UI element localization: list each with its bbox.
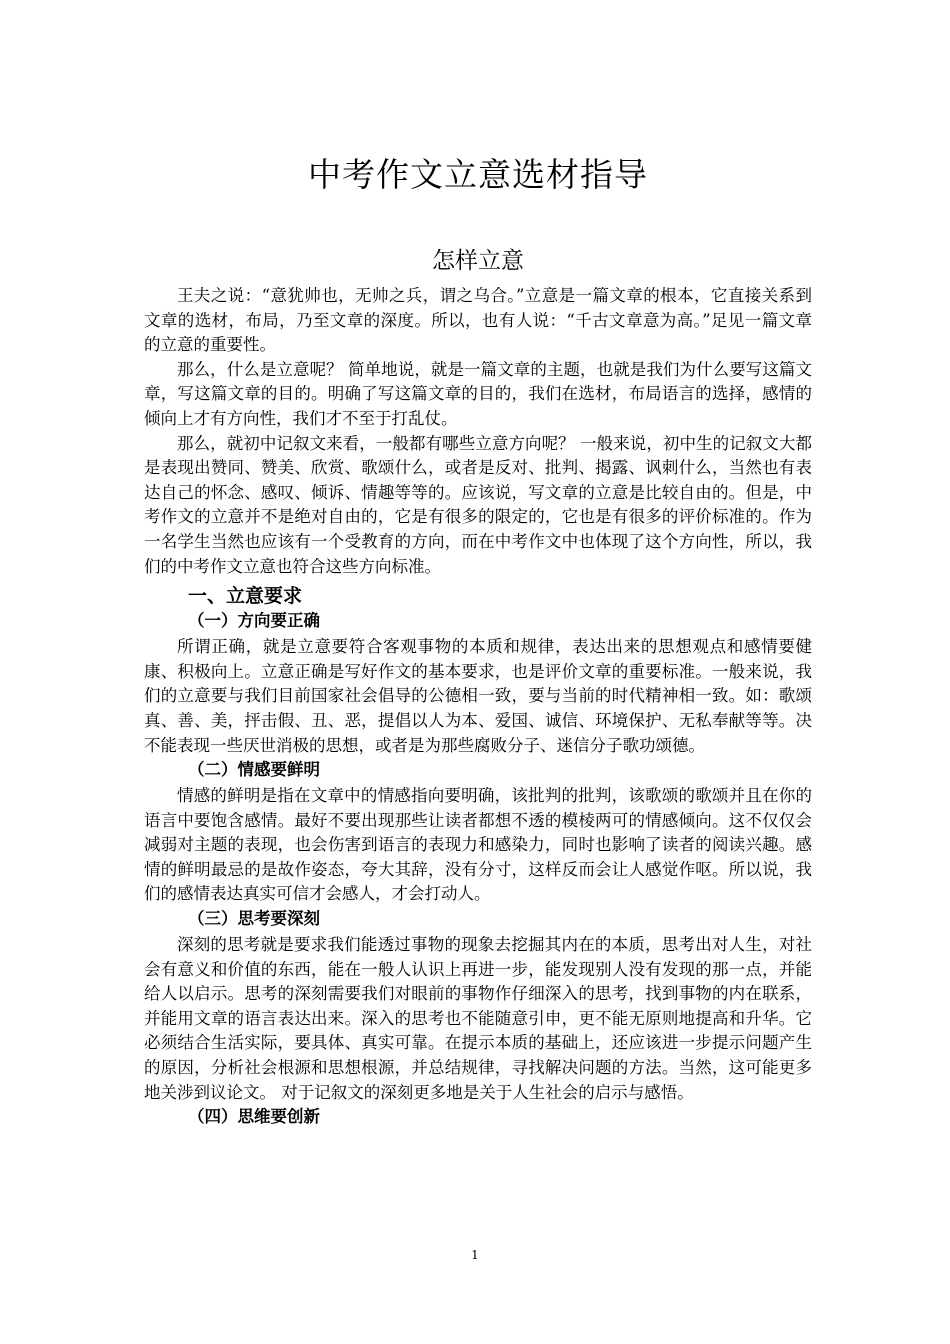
document-title: 中考作文立意选材指导 <box>308 155 648 194</box>
intro-paragraph: 那么，就初中记叙文来看，一般都有哪些立意方向呢？ 一般来说，初中生的记叙文大都是表现出赞同、赞美、欣赏、歌颂什么，或者是反对、批判、揭露、讽刺什么，当然也有表达自己的怀念、感叹、倾诉、情趣等等的。应该说，写文章的立意是比较自由的。但是，中考作文的立意并不是绝对自由的，它是有很多的限定的，它也是有很多的评价标准的。作为一名学生当然也应该有一个受教育的方向，而在中考作文中也体现了这个方向性，所以，我们的中考作文立意也符合这些方向标准。 <box>144 433 812 576</box>
body-paragraph: 情感的鲜明是指在文章中的情感指向要明确，该批判的批判，该歌颂的歌颂并且在你的语言中要饱含感情。最好不要出现那些让读者都想不透的模棱两可的情感倾向。这不仅仅会减弱对主题的表现，也会伤害到语言的表现力和感染力，同时也影响了读者的阅读兴趣。感情的鲜明最忌的是故作姿态，夸大其辞，没有分寸，这样反而会让人感觉作呕。所以说，我们的感情表达真实可信才会感人，才会打动人。 <box>144 786 812 904</box>
page-number: 1 <box>471 1248 479 1262</box>
body-paragraph: 所谓正确，就是立意要符合客观事物的本质和规律，表达出来的思想观点和感情要健康、积极向上。立意正确是写好作文的基本要求，也是评价文章的重要标准。一般来说，我们的立意要与我们目前国家社会倡导的公德相一致，要与当前的时代精神相一致。如：歌颂真、善、美，抨击假、丑、恶，提倡以人为本、爱国、诚信、环境保护、无私奉献等等。决不能表现一些厌世消极的思想，或者是为那些腐败分子、迷信分子歌功颂德。 <box>144 637 812 755</box>
body-paragraph: 深刻的思考就是要求我们能透过事物的现象去挖掘其内在的本质，思考出对人生，对社会有意义和价值的东西，能在一般人认识上再进一步，能发现别人没有发现的那一点，并能给人以启示。思考的深刻需要我们对眼前的事物作仔细深入的思考，找到事物的内在联系，并能用文章的语言表达出来。深入的思考也不能随意引申，更不能无原则地提高和升华。它必须结合生活实际，要具体、真实可靠。在提示本质的基础上，还应该进一步提示问题产生的原因，分析社会根源和思想根源，并总结规律，寻找解决问题的方法。当然，这可能更多地关涉到议论文。 对于记叙文的深刻更多地是关于人生社会的启示与感悟。 <box>144 935 812 1102</box>
subsection-heading: （二）情感要鲜明 <box>188 760 320 780</box>
subsection-heading: （四）思维要创新 <box>188 1107 320 1127</box>
section-subtitle: 怎样立意 <box>432 248 524 274</box>
intro-paragraph: 王夫之说：“意犹帅也，无帅之兵，谓之乌合。”立意是一篇文章的根本，它直接关系到文章的选材，布局，乃至文章的深度。所以，也有人说：“千古文章意为高。”足见一篇文章的立意的重要性。 <box>144 286 812 355</box>
subsection-heading: （三）思考要深刻 <box>188 909 320 929</box>
document-page <box>144 150 812 1131</box>
subsection-heading: （一）方向要正确 <box>188 611 320 631</box>
section-heading: 一、立意要求 <box>188 585 303 608</box>
intro-paragraph: 那么，什么是立意呢？ 简单地说，就是一篇文章的主题，也就是我们为什么要写这篇文章，写这篇文章的目的。明确了写这篇文章的目的，我们在选材，布局语言的选择，感情的倾向上才有方向性，我们才不至于打乱仗。 <box>144 359 812 428</box>
